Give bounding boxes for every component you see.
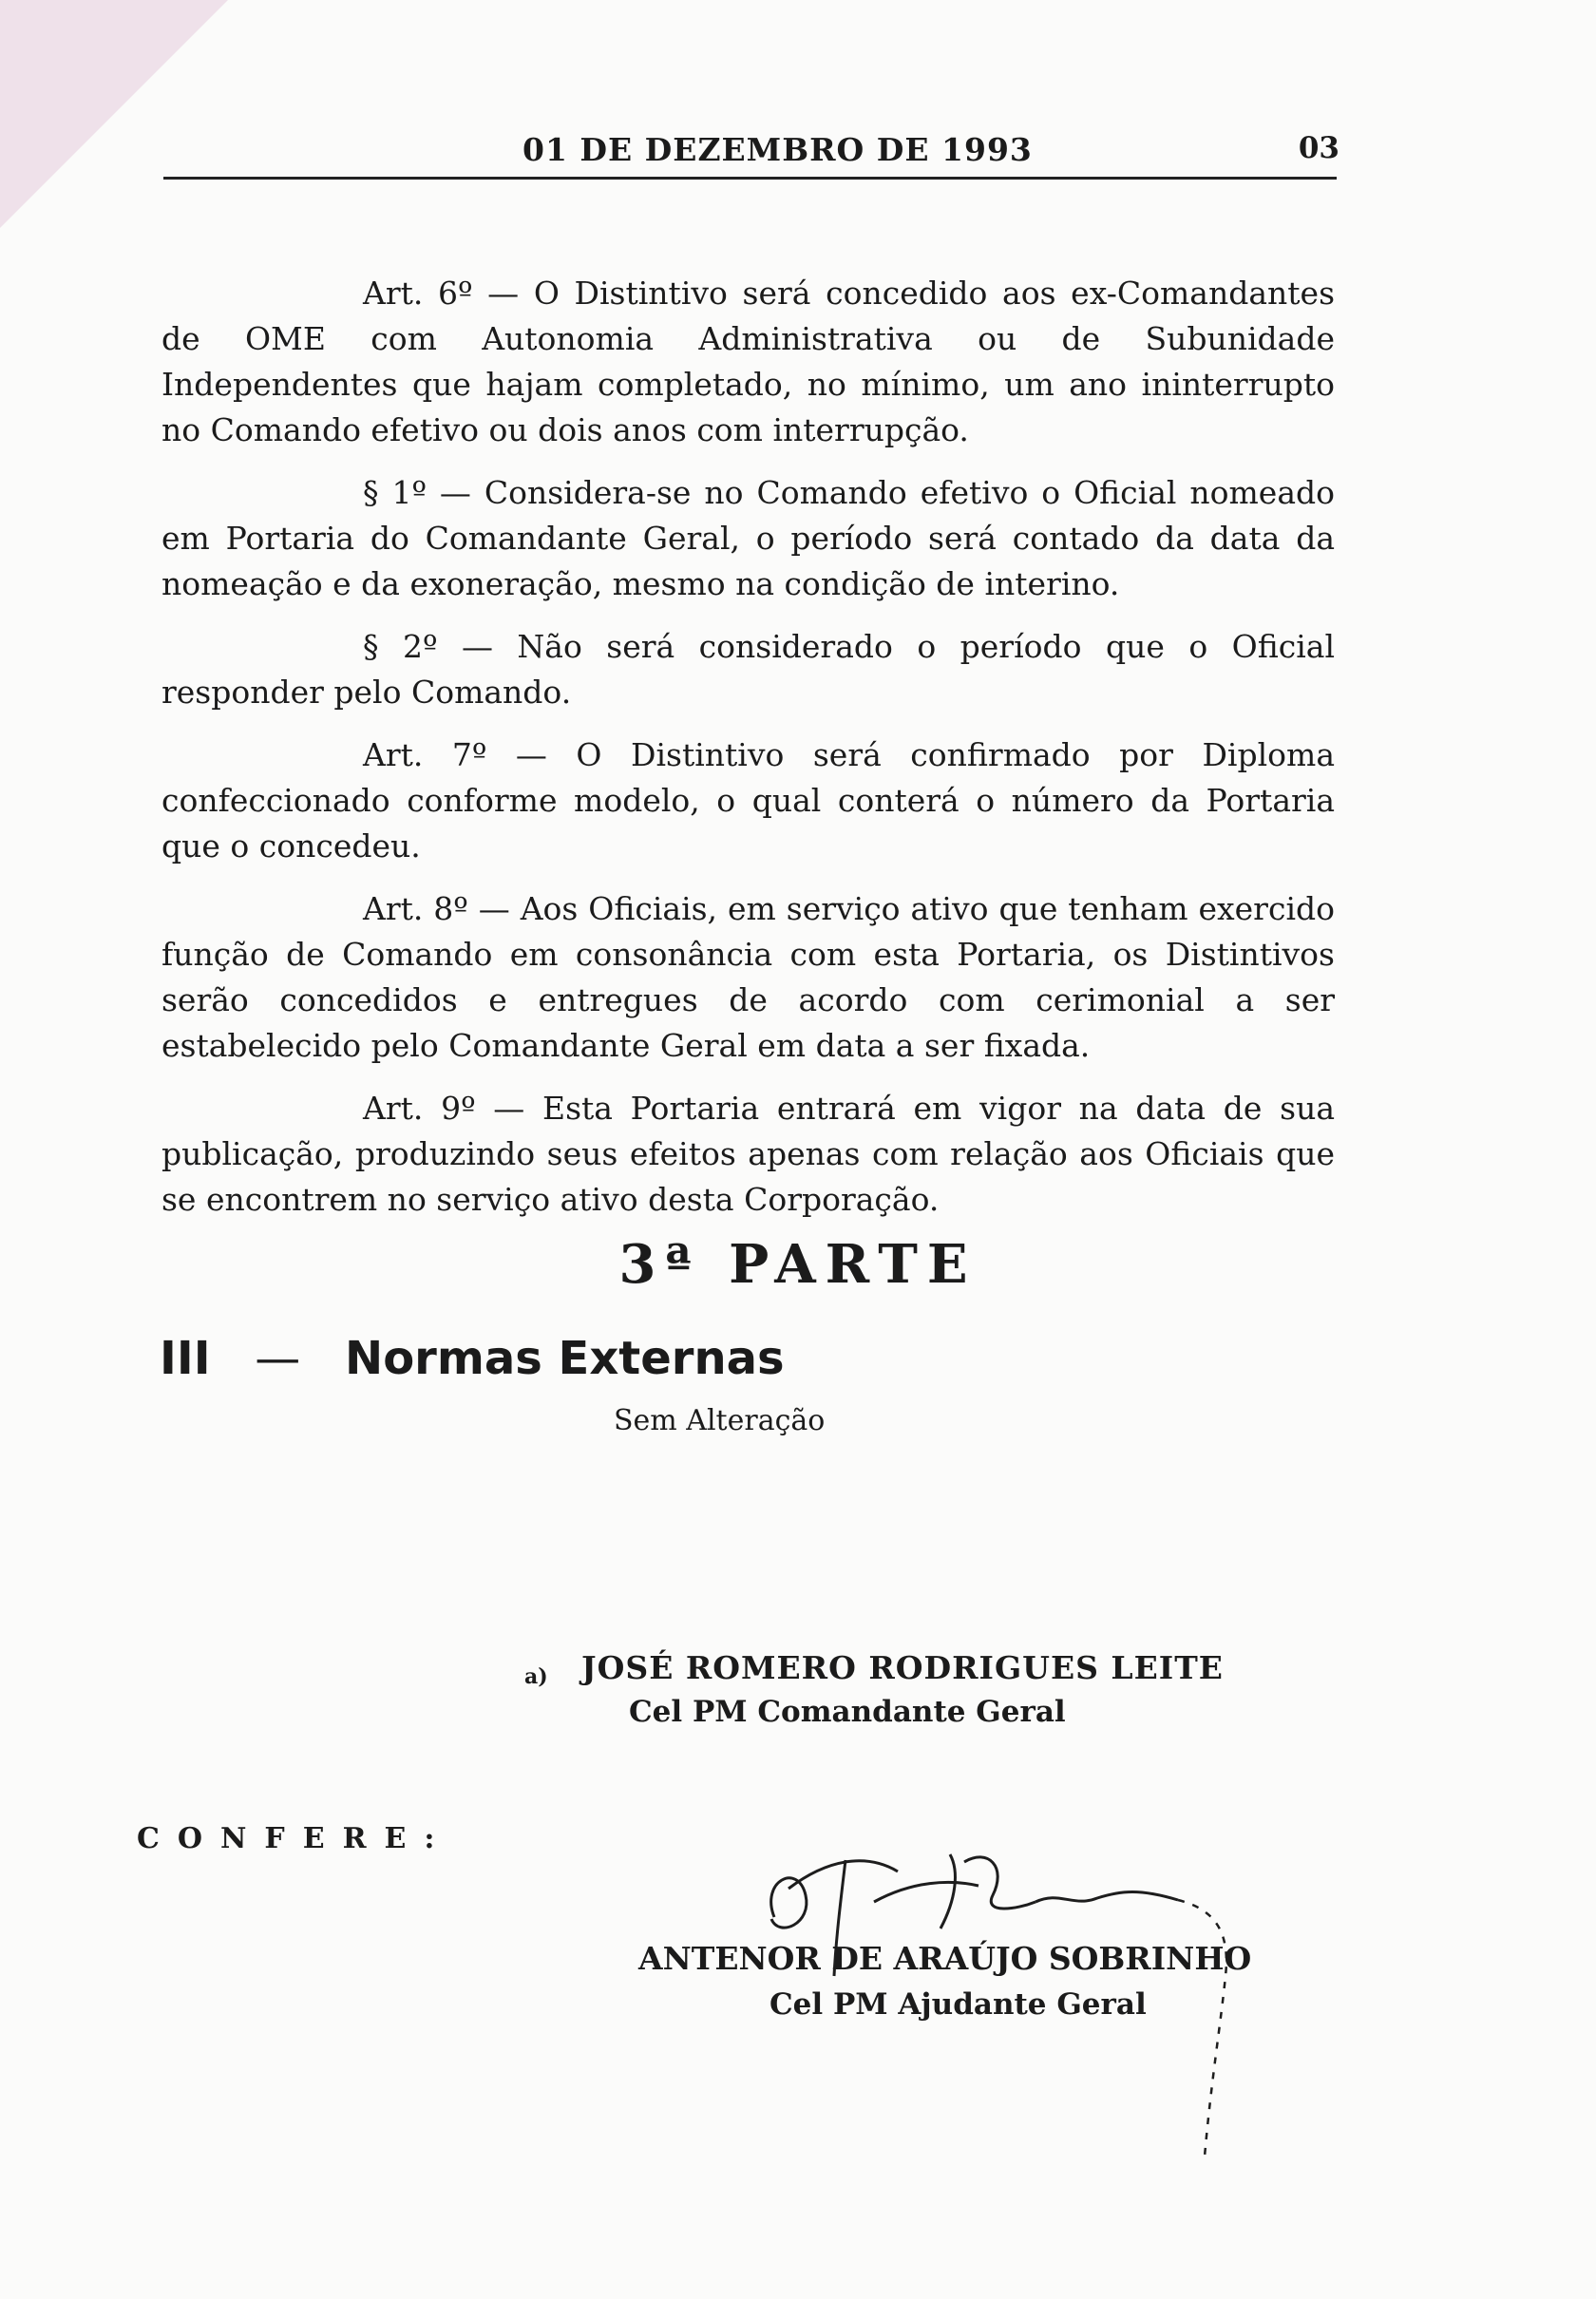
section-note: Sem Alteração — [614, 1404, 826, 1437]
signatory-name: JOSÉ ROMERO RODRIGUES LEITE — [581, 1649, 1224, 1686]
article-9-paragraph: Art. 9º — Esta Portaria entrará em vigor na data de sua publicação, produzindo seus efeitos apenas com relação aos Oficiais que se encontrem no serviço ativo desta Corporação. — [162, 1090, 1335, 1218]
article-7-paragraph: Art. 7º — O Distintivo será confirmado por Diploma confeccionado conforme modelo, o qual conterá o número da Portaria que o concedeu. — [162, 736, 1335, 864]
second-signatory-title: Cel PM Ajudante Geral — [770, 1987, 1147, 2022]
header-date: 01 DE DEZEMBRO DE 1993 — [522, 131, 1033, 168]
running-header — [162, 131, 1340, 179]
section-heading — [160, 1332, 785, 1385]
section-dash: — — [255, 1332, 301, 1385]
header-rule — [163, 177, 1337, 180]
part-heading: 3ª PARTE — [618, 1233, 978, 1296]
signatory-title: Cel PM Comandante Geral — [629, 1695, 1066, 1729]
section-number: III — [160, 1332, 211, 1385]
signature-prefix: a) — [524, 1664, 548, 1689]
article-6-paragraph-2: § 2º — Não será considerado o período que o Oficial responder pelo Comando. — [162, 628, 1335, 711]
section-title: Normas Externas — [345, 1332, 785, 1385]
second-signatory-name: ANTENOR DE ARAÚJO SOBRINHO — [638, 1940, 1252, 1977]
article-8-paragraph: Art. 8º — Aos Oficiais, em serviço ativo que tenham exercido função de Comando em consonância com esta Portaria, os Distintivos serão concedidos e entregues de acordo com cerimonial a ser estabelecido pelo Comandante Geral em data a ser fixada. — [162, 890, 1335, 1064]
confere-label: CONFERE: — [137, 1822, 453, 1855]
document-body — [162, 271, 1335, 1240]
page-corner-fold — [0, 0, 228, 228]
handwritten-signature — [732, 1843, 1264, 2223]
page-number: 03 — [1298, 131, 1340, 165]
article-6-paragraph-1: § 1º — Considera-se no Comando efetivo o Oficial nomeado em Portaria do Comandante Geral, o período será contado da data da nomeação e da exoneração, mesmo na condição de interino. — [162, 474, 1335, 602]
article-6-paragraph: Art. 6º — O Distintivo será concedido aos ex-Comandantes de OME com Autonomia Administrativa ou de Subunidade Independentes que hajam completado, no mínimo, um ano ininterrupto no Comando efetivo ou dois anos com interrupção. — [162, 275, 1335, 448]
